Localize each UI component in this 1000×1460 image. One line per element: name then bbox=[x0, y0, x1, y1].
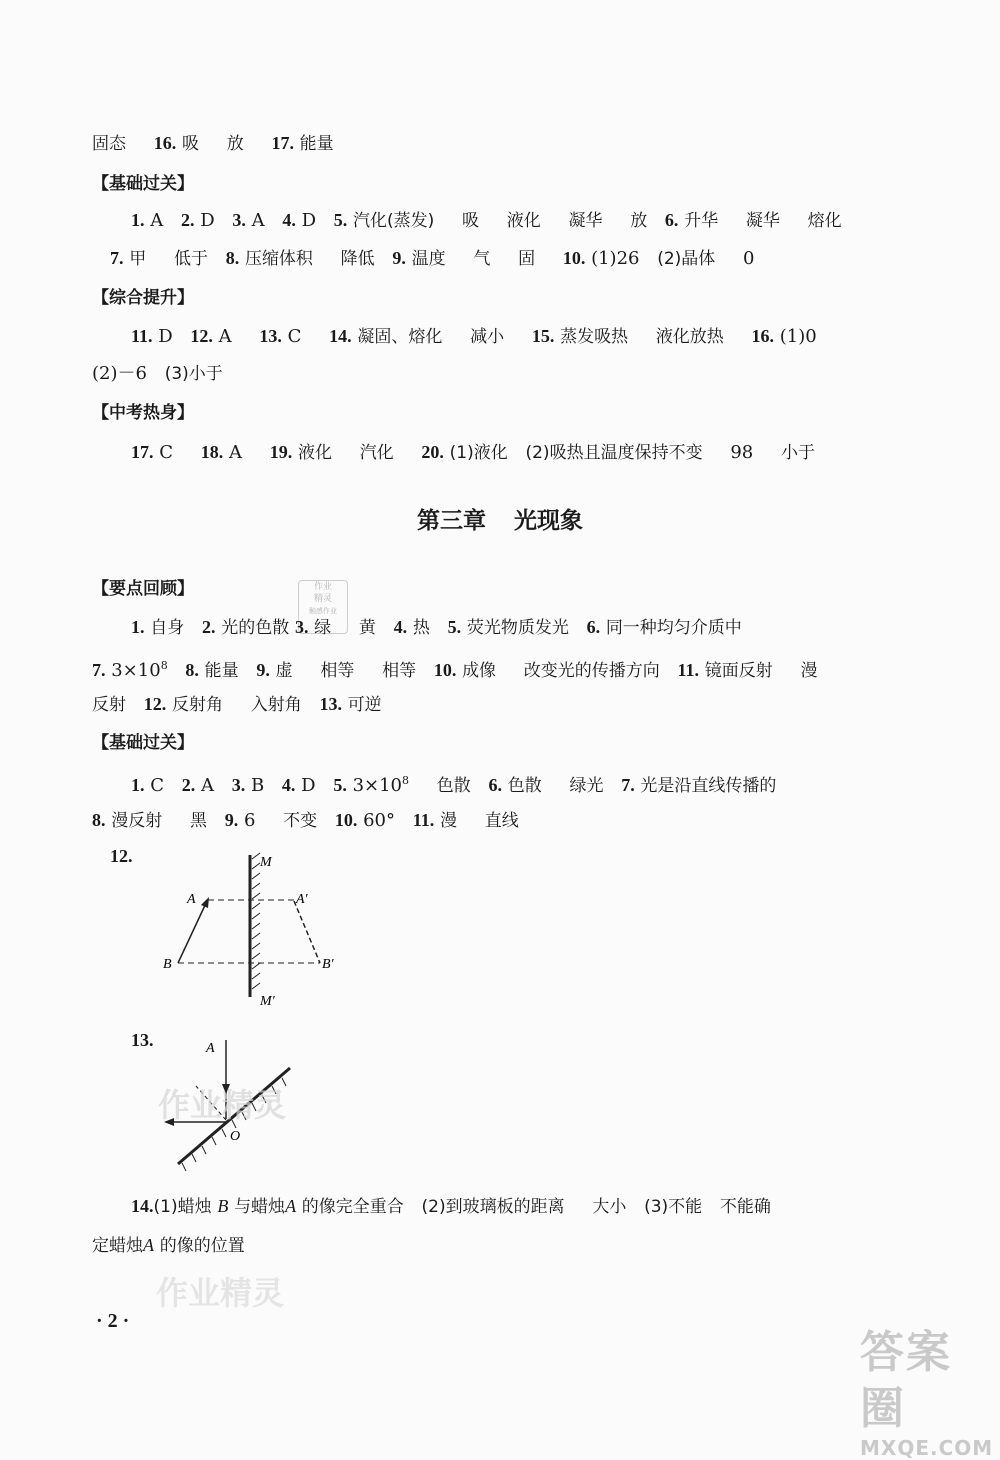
answer-text: 熔化 bbox=[807, 211, 842, 231]
answer-text: 固 bbox=[518, 249, 536, 269]
question-number: 7. bbox=[92, 660, 106, 680]
answer-text: 汽化(蒸发) bbox=[352, 211, 435, 231]
answer-text: (2)晶体 bbox=[657, 249, 716, 269]
answer-text: 6 bbox=[243, 810, 256, 831]
answer-text: 大小 bbox=[592, 1197, 627, 1217]
exponent: 8 bbox=[402, 774, 410, 787]
question-number: 9. bbox=[392, 248, 406, 268]
question-number: 2. bbox=[180, 210, 195, 230]
answer-text: 60° bbox=[363, 810, 395, 831]
answer-text: 凝华 bbox=[568, 211, 603, 231]
question-number: 12. bbox=[143, 694, 167, 714]
question-number: 8. bbox=[92, 810, 106, 830]
question-number: 8. bbox=[185, 660, 199, 680]
answer-text: 光的色散 bbox=[221, 618, 290, 638]
question-number: 14. bbox=[131, 1196, 154, 1216]
answer-text: 虚 bbox=[275, 661, 293, 681]
variable: B bbox=[217, 1196, 229, 1216]
answer-text: (2)－6 bbox=[92, 363, 147, 384]
question-number: 3. bbox=[231, 775, 246, 795]
answer-text: 反射角 bbox=[171, 695, 223, 715]
object-arrow-ab bbox=[178, 901, 207, 963]
answer-line bbox=[92, 808, 519, 832]
answer-line bbox=[131, 1194, 771, 1218]
section-heading: 【基础过关】 bbox=[92, 733, 194, 753]
question-number: 9. bbox=[224, 810, 239, 830]
label-B: B bbox=[163, 957, 172, 972]
question-number: 2. bbox=[201, 617, 216, 637]
answer-text: 气 bbox=[473, 249, 491, 269]
question-number: 12. bbox=[190, 326, 213, 346]
corner-watermark bbox=[860, 1325, 994, 1460]
stamp-text: 精灵 bbox=[313, 594, 332, 604]
answer-text: 漫 bbox=[800, 661, 818, 681]
question-number: 6. bbox=[586, 617, 601, 637]
answer-line bbox=[131, 440, 815, 464]
answer-text: 汽化 bbox=[359, 443, 394, 463]
answer-text: 不能确 bbox=[719, 1197, 771, 1217]
figure-plane-mirror bbox=[150, 845, 370, 1015]
answer-line bbox=[92, 654, 818, 681]
answer-text: 黑 bbox=[189, 811, 207, 831]
label-B-prime: B′ bbox=[322, 957, 334, 972]
question-number: 5. bbox=[447, 617, 462, 637]
answer-text: 镜面反射 bbox=[704, 661, 773, 681]
question-number: 18. bbox=[200, 442, 224, 462]
answer-text: A bbox=[251, 210, 265, 231]
question-number: 13. bbox=[319, 694, 342, 714]
answer-text: (3)小于 bbox=[164, 364, 223, 384]
mirror-surface bbox=[250, 853, 260, 997]
question-number: 4. bbox=[281, 775, 296, 795]
question-number: 15. bbox=[531, 326, 555, 346]
question-number: 4. bbox=[282, 210, 296, 230]
answer-text: 放 bbox=[630, 211, 648, 231]
answer-text: 相等 bbox=[382, 661, 417, 681]
answer-text: 低于 bbox=[173, 249, 208, 269]
section-heading: 【中考热身】 bbox=[92, 403, 194, 423]
question-number: 16. bbox=[751, 326, 775, 346]
answer-text: 减小 bbox=[470, 327, 505, 347]
question-number: 1. bbox=[131, 775, 145, 795]
question-number: 17. bbox=[131, 442, 154, 462]
answer-text: A bbox=[218, 326, 232, 347]
figure-label: 12. bbox=[110, 846, 133, 866]
page-number: · 2 · bbox=[96, 1310, 130, 1332]
answer-text: A bbox=[200, 775, 214, 796]
answer-text: 凝华 bbox=[745, 211, 780, 231]
chapter-name: 光现象 bbox=[514, 508, 583, 534]
question-number: 20. bbox=[421, 442, 444, 462]
answer-text: (1)26 bbox=[591, 248, 640, 269]
answer-text: D bbox=[158, 326, 173, 347]
answer-text: (1)0 bbox=[779, 326, 817, 347]
answer-text: 凝固、熔化 bbox=[357, 327, 443, 347]
answer-text: 漫反射 bbox=[111, 811, 163, 831]
answer-text: 与蜡烛 bbox=[234, 1197, 286, 1217]
answer-text: 入射角 bbox=[250, 695, 302, 715]
answer-text: 放 bbox=[226, 134, 244, 154]
section-heading: 【基础过关】 bbox=[92, 174, 194, 194]
answer-text: 绿 bbox=[314, 618, 332, 638]
watermark-text: 作业精灵 bbox=[158, 1086, 287, 1124]
answer-text: (2)到玻璃板的距离 bbox=[421, 1197, 565, 1217]
answer-line-top bbox=[92, 131, 334, 155]
arrow-head bbox=[201, 897, 209, 908]
answer-text: 小于 bbox=[780, 443, 815, 463]
chapter-title bbox=[0, 506, 1000, 536]
question-number: 9. bbox=[256, 660, 270, 680]
question-number: 4. bbox=[393, 617, 408, 637]
answer-text: 相等 bbox=[320, 661, 355, 681]
variable: A bbox=[143, 1235, 154, 1255]
answer-text: 绿光 bbox=[569, 776, 604, 796]
question-number: 19. bbox=[269, 442, 293, 462]
watermark-text: MXQE.COM bbox=[860, 1436, 994, 1460]
answer-text: 蒸发吸热 bbox=[560, 327, 629, 347]
answer-text: C bbox=[287, 326, 302, 347]
question-number: 6. bbox=[664, 210, 679, 230]
label-M-prime: M′ bbox=[260, 994, 275, 1009]
variable: A bbox=[285, 1196, 297, 1216]
question-number: 13. bbox=[259, 326, 282, 346]
label-A: A bbox=[206, 1041, 215, 1056]
question-number: 7. bbox=[110, 248, 124, 268]
answer-text: D bbox=[200, 210, 215, 231]
question-number: 5. bbox=[333, 775, 347, 795]
answer-line bbox=[131, 615, 742, 639]
answer-text: 漫 bbox=[439, 811, 457, 831]
answer-text: D bbox=[301, 775, 316, 796]
answer-text: 光是沿直线传播的 bbox=[640, 776, 777, 796]
answer-text: 液化 bbox=[506, 211, 541, 231]
answer-text: 固态 bbox=[92, 134, 126, 154]
question-number: 8. bbox=[225, 248, 240, 268]
question-number: 10. bbox=[433, 660, 457, 680]
answer-text: 不变 bbox=[283, 811, 318, 831]
answer-text: 的像完全重合 bbox=[301, 1197, 404, 1217]
answer-text: 反射 bbox=[92, 695, 126, 715]
answer-text: (2)吸热且温度保持不变 bbox=[525, 443, 703, 463]
answer-text: (3)不能 bbox=[644, 1197, 703, 1217]
answer-text: 温度 bbox=[411, 249, 446, 269]
answer-line bbox=[110, 246, 755, 270]
answer-text: A bbox=[228, 442, 242, 463]
answer-text: 的像的位置 bbox=[159, 1236, 245, 1256]
section-heading: 【要点回顾】 bbox=[92, 579, 194, 599]
answer-text: 能量 bbox=[299, 134, 334, 154]
answer-text: 吸 bbox=[181, 134, 199, 154]
question-number: 1. bbox=[131, 617, 145, 637]
question-number: 14. bbox=[329, 326, 352, 346]
answer-text: A bbox=[150, 210, 164, 231]
figure-label: 13. bbox=[131, 1030, 154, 1050]
question-number: 2. bbox=[181, 775, 196, 795]
answer-text: 能量 bbox=[204, 661, 239, 681]
answer-line bbox=[131, 769, 777, 796]
answer-line bbox=[131, 324, 817, 348]
answer-text: 定蜡烛 bbox=[92, 1236, 143, 1256]
question-number: 5. bbox=[333, 210, 348, 230]
answer-text: 可逆 bbox=[347, 695, 382, 715]
question-number: 1. bbox=[131, 210, 145, 230]
answer-text: B bbox=[250, 775, 265, 796]
question-number: 11. bbox=[677, 660, 700, 680]
answer-text: 吸 bbox=[461, 211, 479, 231]
label-O: O bbox=[230, 1129, 241, 1144]
answer-text: 色散 bbox=[507, 776, 542, 796]
answer-text: (1)液化 bbox=[449, 443, 508, 463]
answer-text: 液化放热 bbox=[655, 327, 724, 347]
answer-text: 黄 bbox=[358, 618, 376, 638]
answer-text: 压缩体积 bbox=[244, 249, 313, 269]
chapter-number: 第三章 bbox=[417, 508, 486, 534]
question-number: 3. bbox=[294, 617, 309, 637]
answer-text: C bbox=[150, 775, 165, 796]
answer-text: 成像 bbox=[462, 661, 497, 681]
answer-line bbox=[92, 362, 223, 386]
label-A: A bbox=[187, 892, 196, 907]
answer-line bbox=[131, 208, 842, 232]
question-number: 6. bbox=[488, 775, 502, 795]
exponent: 8 bbox=[160, 659, 168, 672]
label-A-prime: A′ bbox=[296, 892, 308, 907]
answer-text: 色散 bbox=[436, 776, 471, 796]
answer-text: (1)蜡烛 bbox=[153, 1197, 212, 1217]
question-number: 10. bbox=[562, 248, 586, 268]
answer-text: 热 bbox=[412, 618, 430, 638]
question-number: 11. bbox=[412, 810, 435, 830]
answer-text: 降低 bbox=[340, 249, 375, 269]
answer-line bbox=[92, 1233, 245, 1257]
stamp-text: 作业 bbox=[313, 582, 332, 592]
answer-text: 自身 bbox=[150, 618, 185, 638]
watermark-text: 答案圈 bbox=[860, 1327, 952, 1434]
answer-text: 0 bbox=[743, 248, 755, 269]
question-number: 11. bbox=[131, 326, 153, 346]
answer-text: 改变光的传播方向 bbox=[523, 661, 660, 681]
answer-text: C bbox=[159, 442, 174, 463]
question-number: 7. bbox=[621, 775, 635, 795]
answer-line bbox=[92, 692, 382, 716]
question-number: 10. bbox=[334, 810, 358, 830]
image-line-ab bbox=[294, 901, 320, 963]
question-number: 3. bbox=[232, 210, 246, 230]
answer-text: 直线 bbox=[484, 811, 519, 831]
section-heading: 【综合提升】 bbox=[92, 288, 194, 308]
answer-text: 液化 bbox=[297, 443, 332, 463]
stamp-text: 触感作业 bbox=[309, 607, 337, 615]
answer-text: 荧光物质发光 bbox=[466, 618, 569, 638]
answer-text: D bbox=[301, 210, 317, 231]
answer-text: 3×10 bbox=[111, 660, 161, 681]
question-number: 16. bbox=[153, 133, 177, 153]
label-M: M bbox=[260, 855, 272, 870]
question-number: 17. bbox=[271, 133, 294, 153]
answer-text: 升华 bbox=[684, 211, 719, 231]
answer-text: 98 bbox=[730, 442, 754, 463]
watermark-text: 作业精灵 bbox=[156, 1274, 285, 1312]
answer-text: 3×10 bbox=[352, 775, 403, 796]
answer-text: 同一种均匀介质中 bbox=[605, 618, 742, 638]
answer-text: 甲 bbox=[129, 249, 147, 269]
